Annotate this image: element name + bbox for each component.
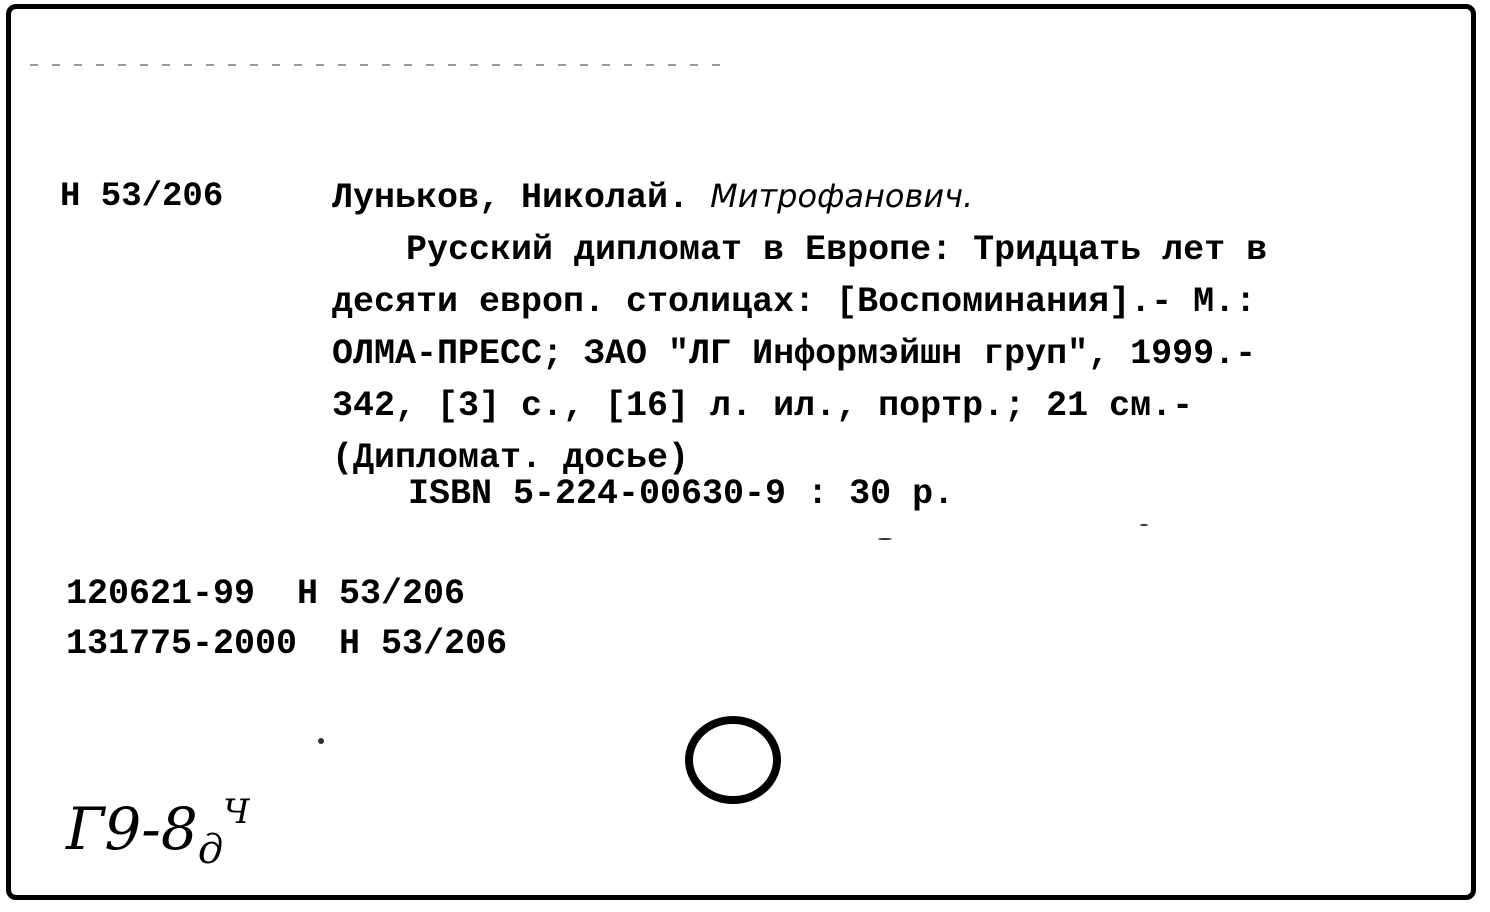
publisher-line: ОЛМА-ПРЕСС; ЗАО "ЛГ Информэйшн груп", 1999.- [332,334,1257,374]
author-name: Луньков, Николай. [332,178,690,218]
handwritten-code [66,792,249,873]
author-patronymic-handwritten: Митрофанович. [710,177,974,215]
inventory-number: 120621-99 Н 53/206 [66,574,466,614]
title-line: десяти европ. столицах: [Воспоминания].- М.: [332,282,1257,322]
punch-hole [682,712,784,808]
author-line [332,170,1442,224]
call-number: Н 53/206 [60,178,224,216]
ink-speck [318,738,324,744]
handwritten-code-sup: Ч [223,792,250,832]
title-line: Русский дипломат в Европе: Тридцать лет в [406,230,1268,270]
handwritten-code-sub: д [197,827,224,873]
isbn-price: ISBN 5-224-00630-9 : 30 р. [408,474,955,514]
ink-speck [1140,524,1148,526]
bibliographic-entry [332,170,1442,484]
pagination-line: 342, [3] с., [16] л. ил., портр.; 21 см.- [332,386,1194,426]
top-dashed-line [30,64,730,66]
series-line: (Дипломат. досье) [332,438,690,478]
handwritten-code-main: Г9-8 [66,795,198,863]
ink-speck [878,538,892,540]
inventory-number: 131775-2000 Н 53/206 [66,624,508,664]
